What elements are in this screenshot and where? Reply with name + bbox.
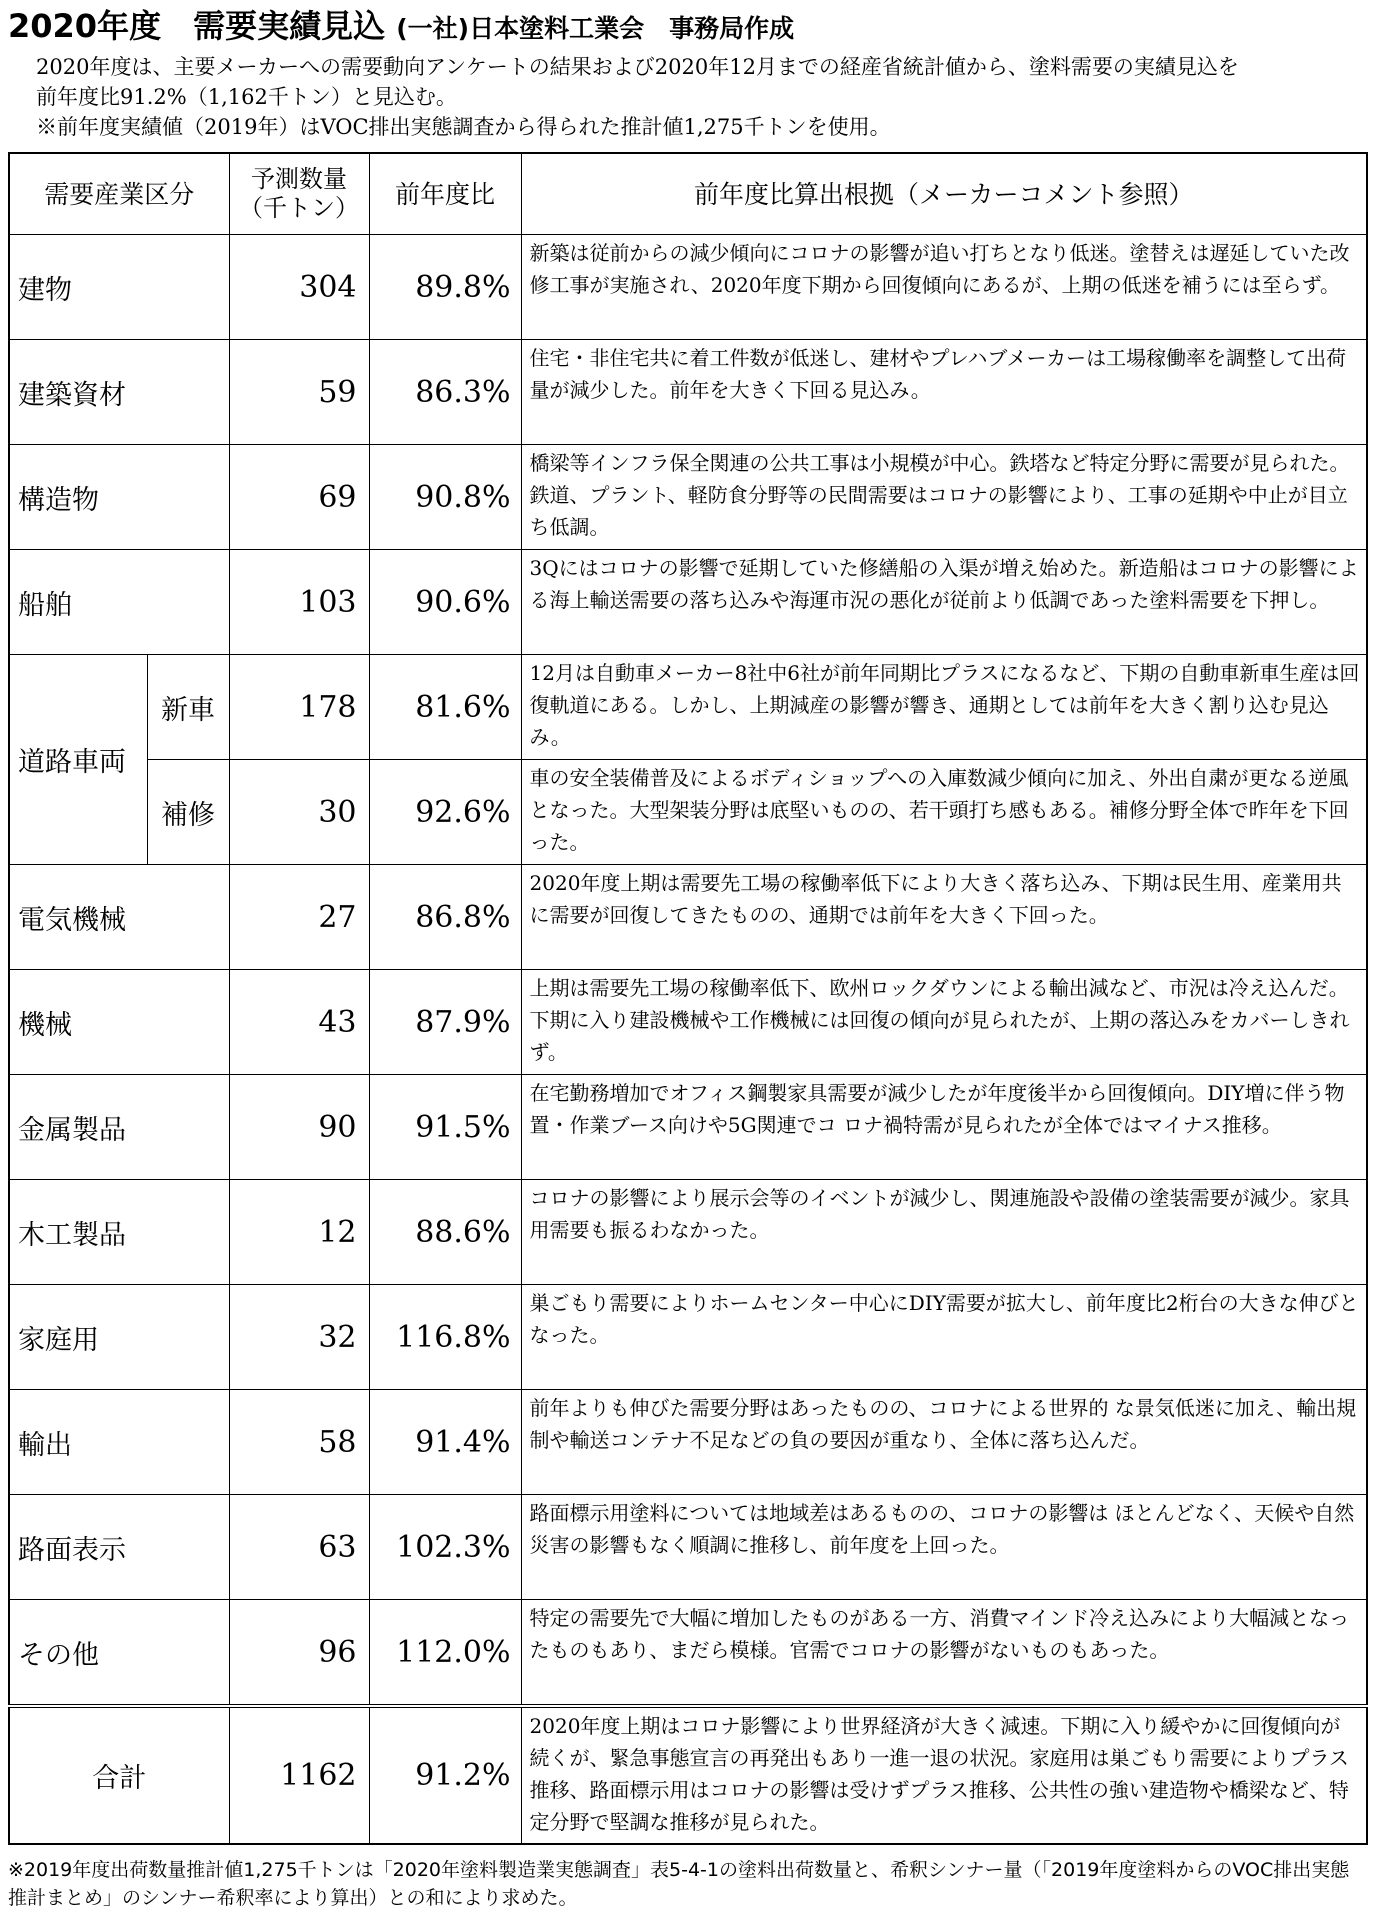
- row-ratio: 88.6%: [369, 1180, 521, 1285]
- title-text: 2020年度 需要実績見込: [8, 7, 386, 45]
- row-basis-text: 在宅勤務増加でオフィス鋼製家具需要が減少したが年度後半から回復傾向。DIY増に伴う物置・作業ブース向けや5G関連でコ ロナ禍特需が見られたが全体ではマイナス推移。: [529, 1081, 1345, 1137]
- total-basis: [521, 1706, 1367, 1844]
- row-quantity: 27: [229, 865, 369, 970]
- row-basis-text: 橋梁等インフラ保全関連の公共工事は小規模が中心。鉄塔など特定分野に需要が見られた。鉄道、プラント、軽防食分野等の民間需要はコロナの影響により、工事の延期や中止が目立ち低調。: [529, 451, 1350, 539]
- row-basis-text: 12月は自動車メーカー8社中6社が前年同期比プラスになるなど、下期の自動車新車生産は回復軌道にある。しかし、上期減産の影響が響き、通期としては前年を大きく割り込む見込み。: [529, 661, 1360, 749]
- row-quantity: 32: [229, 1285, 369, 1390]
- header-quantity-unit: （千トン）: [239, 194, 360, 222]
- header-category: 需要産業区分: [9, 153, 229, 235]
- row-ratio: 116.8%: [369, 1285, 521, 1390]
- row-basis: [521, 655, 1367, 760]
- header-ratio: 前年度比: [369, 153, 521, 235]
- row-category: 船舶: [9, 550, 229, 655]
- row-basis: [521, 550, 1367, 655]
- row-category: 道路車両: [9, 655, 147, 865]
- row-ratio: 92.6%: [369, 760, 521, 865]
- table-row: [9, 1075, 1367, 1180]
- row-quantity: 103: [229, 550, 369, 655]
- row-basis: [521, 445, 1367, 550]
- table-row: [9, 1285, 1367, 1390]
- row-quantity: 178: [229, 655, 369, 760]
- row-category: 建物: [9, 235, 229, 340]
- table-header-row: [9, 153, 1367, 235]
- row-ratio: 112.0%: [369, 1600, 521, 1707]
- row-ratio: 102.3%: [369, 1495, 521, 1600]
- row-basis: [521, 340, 1367, 445]
- row-ratio: 81.6%: [369, 655, 521, 760]
- table-row: [9, 235, 1367, 340]
- header-basis: 前年度比算出根拠（メーカーコメント参照）: [521, 153, 1367, 235]
- row-basis: [521, 865, 1367, 970]
- row-category: 金属製品: [9, 1075, 229, 1180]
- table-row: [9, 1390, 1367, 1495]
- row-basis-text: 特定の需要先で大幅に増加したものがある一方、消費マインド冷え込みにより大幅減となったものもあり、まだら模様。官需でコロナの影響がないものもあった。: [529, 1606, 1350, 1662]
- row-basis-text: 新築は従前からの減少傾向にコロナの影響が追い打ちとなり低迷。塗替えは遅延していた改修工事が実施され、2020年度下期から回復傾向にあるが、上期の低迷を補うには至らず。: [529, 241, 1350, 297]
- row-ratio: 91.4%: [369, 1390, 521, 1495]
- row-basis: [521, 1600, 1367, 1707]
- row-category: 木工製品: [9, 1180, 229, 1285]
- row-quantity: 90: [229, 1075, 369, 1180]
- row-basis: [521, 760, 1367, 865]
- row-ratio: 87.9%: [369, 970, 521, 1075]
- row-basis: [521, 235, 1367, 340]
- row-ratio: 90.6%: [369, 550, 521, 655]
- organization-label: (一社)日本塗料工業会 事務局作成: [396, 14, 795, 43]
- row-subcategory: 補修: [147, 760, 229, 865]
- row-quantity: 59: [229, 340, 369, 445]
- table-row: [9, 970, 1367, 1075]
- row-basis-text: 車の安全装備普及によるボディショップへの入庫数減少傾向に加え、外出自粛が更なる逆風となった。大型架装分野は底堅いものの、若干頭打ち感もある。補修分野全体で昨年を下回った。: [529, 766, 1349, 854]
- row-quantity: 12: [229, 1180, 369, 1285]
- table-row: [9, 1600, 1367, 1707]
- row-category: 構造物: [9, 445, 229, 550]
- row-basis-text: 前年よりも伸びた需要分野はあったものの、コロナによる世界的 な景気低迷に加え、輸出規制や輸送コンテナ不足などの負の要因が重なり、全体に落ち込んだ。: [529, 1396, 1357, 1452]
- row-quantity: 58: [229, 1390, 369, 1495]
- row-quantity: 69: [229, 445, 369, 550]
- table-row: [9, 1180, 1367, 1285]
- total-label: 合計: [9, 1706, 229, 1844]
- row-quantity: 43: [229, 970, 369, 1075]
- row-basis-text: 路面標示用塗料については地域差はあるものの、コロナの影響は ほとんどなく、天候や自然災害の影響もなく順調に推移し、前年度を上回った。: [529, 1501, 1355, 1557]
- page-title: [8, 2, 1368, 50]
- row-basis-text: 3Qにはコロナの影響で延期していた修繕船の入渠が増え始めた。新造船はコロナの影響による海上輸送需要の落ち込みや海運市況の悪化が従前より低調であった塗料需要を下押し。: [529, 556, 1359, 612]
- total-quantity: 1162: [229, 1706, 369, 1844]
- row-basis-text: 巣ごもり需要によりホームセンター中心にDIY需要が拡大し、前年度比2桁台の大きな伸びとなった。: [529, 1291, 1359, 1347]
- row-basis: [521, 1495, 1367, 1600]
- intro-line: 2020年度は、主要メーカーへの需要動向アンケートの結果および2020年12月までの経産省統計値から、塗料需要の実績見込を: [36, 55, 1239, 79]
- table-row: [9, 340, 1367, 445]
- row-category: その他: [9, 1600, 229, 1707]
- total-basis-text: 2020年度上期はコロナ影響により世界経済が大きく減速。下期に入り緩やかに回復傾向が続くが、緊急事態宣言の再発出もあり一進一退の状況。家庭用は巣ごもり需要によりプラス推移、路面標示用はコロナの影響は受けずプラス推移、公共性の強い建造物や橋梁など、特定分野で堅調な推移が見られた。: [529, 1714, 1349, 1834]
- row-ratio: 86.8%: [369, 865, 521, 970]
- intro-line: 前年度比91.2%（1,162千トン）と見込む。: [36, 85, 457, 109]
- header-quantity-label: 予測数量: [251, 165, 348, 193]
- row-basis: [521, 1075, 1367, 1180]
- row-quantity: 304: [229, 235, 369, 340]
- row-quantity: 96: [229, 1600, 369, 1707]
- row-quantity: 30: [229, 760, 369, 865]
- row-basis-text: 上期は需要先工場の稼働率低下、欧州ロックダウンによる輸出減など、市況は冷え込んだ。下期に入り建設機械や工作機械には回復の傾向が見られたが、上期の落込みをカバーしきれず。: [529, 976, 1350, 1064]
- row-basis-text: 2020年度上期は需要先工場の稼働率低下により大きく落ち込み、下期は民生用、産業用共に需要が回復してきたものの、通期では前年を大きく下回った。: [529, 871, 1342, 927]
- row-category: 電気機械: [9, 865, 229, 970]
- table-row: [9, 760, 1367, 865]
- row-category: 路面表示: [9, 1495, 229, 1600]
- row-category: 建築資材: [9, 340, 229, 445]
- demand-table: [8, 152, 1368, 1845]
- table-row: [9, 1495, 1367, 1600]
- table-row: [9, 550, 1367, 655]
- table-row: [9, 865, 1367, 970]
- row-category: 機械: [9, 970, 229, 1075]
- row-basis: [521, 1390, 1367, 1495]
- row-ratio: 91.5%: [369, 1075, 521, 1180]
- row-category: 輸出: [9, 1390, 229, 1495]
- intro-note: ※前年度実績値（2019年）はVOC排出実態調査から得られた推計値1,275千トンを使用。: [36, 115, 891, 139]
- header-quantity: [229, 153, 369, 235]
- row-ratio: 89.8%: [369, 235, 521, 340]
- footnote: ※2019年度出荷数量推計値1,275千トンは「2020年塗料製造業実態調査」表5-4-1の塗料出荷数量と、希釈シンナー量（「2019年度塗料からのVOC排出実態推計まとめ」のシンナー希釈率により算出）との和により求めた。: [8, 1859, 1350, 1909]
- total-ratio: 91.2%: [369, 1706, 521, 1844]
- row-basis-text: 住宅・非住宅共に着工件数が低迷し、建材やプレハブメーカーは工場稼働率を調整して出荷量が減少した。前年を大きく下回る見込み。: [529, 346, 1347, 402]
- row-basis-text: コロナの影響により展示会等のイベントが減少し、関連施設や設備の塗装需要が減少。家具用需要も振るわなかった。: [529, 1186, 1350, 1242]
- row-quantity: 63: [229, 1495, 369, 1600]
- row-basis: [521, 970, 1367, 1075]
- intro-paragraph: [36, 52, 1366, 142]
- table-total-row: [9, 1706, 1367, 1844]
- row-category: 家庭用: [9, 1285, 229, 1390]
- row-basis: [521, 1180, 1367, 1285]
- row-ratio: 90.8%: [369, 445, 521, 550]
- row-subcategory: 新車: [147, 655, 229, 760]
- row-ratio: 86.3%: [369, 340, 521, 445]
- table-row: [9, 655, 1367, 760]
- row-basis: [521, 1285, 1367, 1390]
- table-row: [9, 445, 1367, 550]
